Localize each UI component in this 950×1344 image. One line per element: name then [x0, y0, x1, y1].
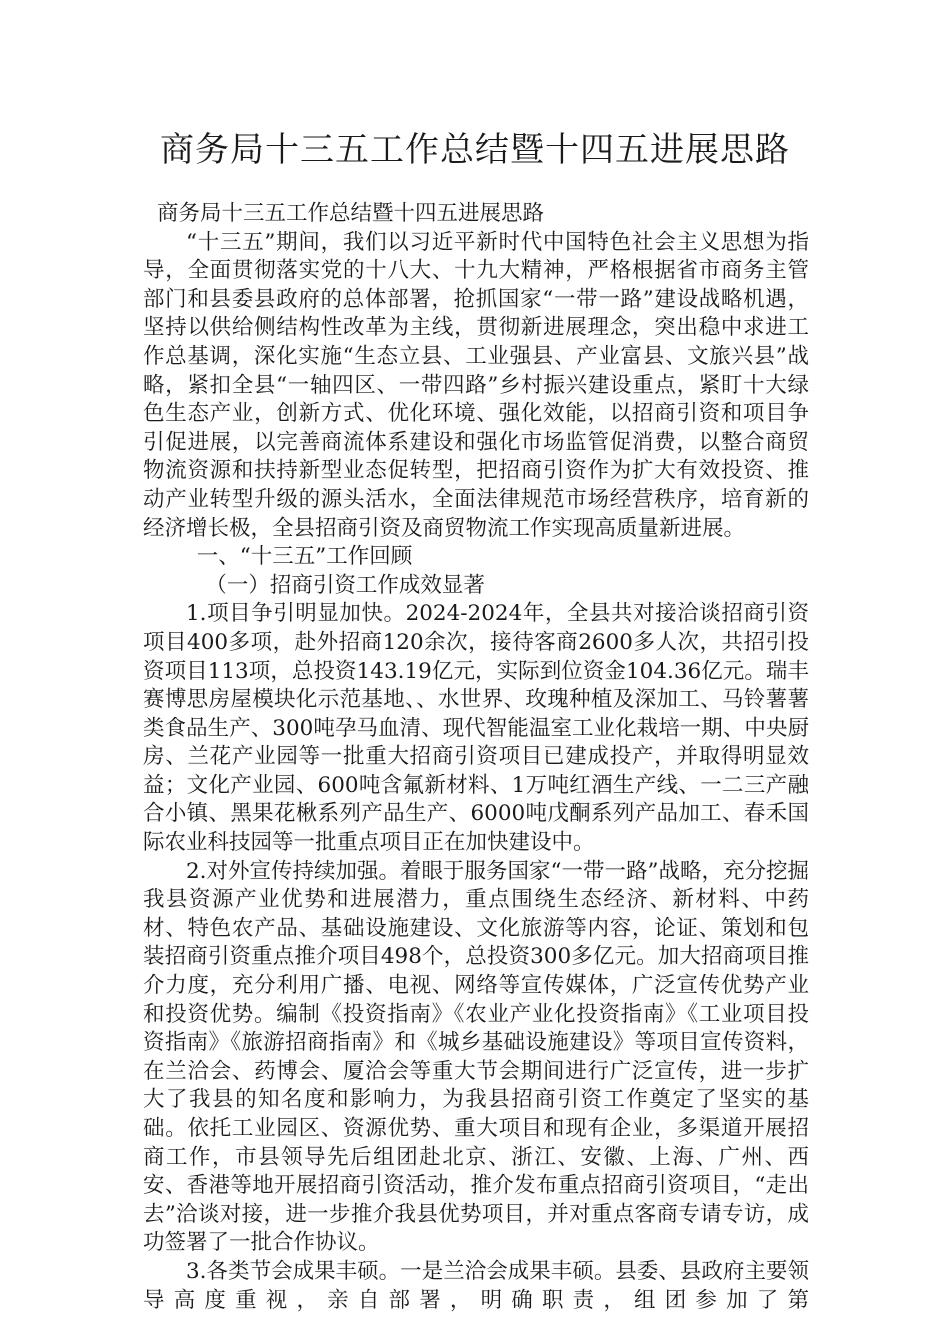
- item-paragraph-2: 2.对外宣传持续加强。着眼于服务国家“一带一路”战略，充分挖掘我县资源产业优势和进展潜力，重点围绕生态经济、新材料、中药材、特色农产品、基础设施建设、文化旅游等内容，论证、策划和包装招商引资重点推介项目498个，总投资300多亿元。加大招商项目推介力度，充分利用广播、电视、网络等宣传媒体，广泛宣传优势产业和投资优势。编制《投资指南》《农业产业化投资指南》《工业项目投资指南》《旅游招商指南》和《城乡基础设施建设》等项目宣传资料，在兰洽会、药博会、厦洽会等重大节会期间进行广泛宣传，进一步扩大了我县的知名度和影响力，为我县招商引资工作奠定了坚实的基础。依托工业园区、资源优势、重大项目和现有企业，多渠道开展招商工作，市县领导先后组团赴北京、浙江、安徽、上海、广州、西安、香港等地开展招商引资活动，推介发布重点招商引资项目，“走出去”洽谈对接，进一步推介我县优势项目，并对重点客商专请专访，成功签署了一批合作协议。: [143, 858, 809, 1256]
- document-subtitle: 商务局十三五工作总结暨十四五进展思路: [157, 201, 545, 226]
- item-paragraph-1: 1.项目争引明显加快。2024-2024年，全县共对接洽谈招商引资项目400多项，赴外招商120余次，接待客商2600多人次，共招引投资项目113项，总投资143.19亿元，实际到位资金104.36亿元。瑞丰赛博思房屋模块化示范基地、、水世界、玫瑰种植及深加工、马铃薯薯类食品生产、300吨孕马血清、现代智能温室工业化栽培一期、中央厨房、兰花产业园等一批重大招商引资项目已建成投产，并取得明显效益；文化产业园、600吨含氟新材料、1万吨红酒生产线、一二三产融合小镇、黑果花楸系列产品生产、6000吨戊酮系列产品加工、春禾国际农业科技园等一批重点项目正在加快建设中。: [143, 601, 809, 856]
- subsection-heading: （一）招商引资工作成效显著: [205, 572, 485, 598]
- item-paragraph-3: 3.各类节会成果丰硕。一是兰洽会成果丰硕。县委、县政府主要领导高度重视，亲自部署，明确职责，组团参加了第: [143, 1258, 809, 1313]
- document-body: [143, 200, 809, 1315]
- section-heading: 一、“十三五”工作回顾: [196, 544, 413, 570]
- intro-paragraph: “十三五”期间，我们以习近平新时代中国特色社会主义思想为指导，全面贯彻落实党的十八大、十九大精神，严格根据省市商务主管部门和县委县政府的总体部署，抢抓国家“一带一路”建设战略机遇，坚持以供给侧结构性改革为主线，贯彻新进展理念，突出稳中求进工作总基调，深化实施“生态立县、工业强县、产业富县、文旅兴县”战略，紧扣全县“一轴四区、一带四路”乡村振兴建设重点，紧盯十大绿色生态产业，创新方式、优化环境、强化效能，以招商引资和项目争引促进展，以完善商流体系建设和强化市场监管促消费，以整合商贸物流资源和扶持新型业态促转型，把招商引资作为扩大有效投资、推动产业转型升级的源头活水，全面法律规范市场经营秩序，培育新的经济增长极，全县招商引资及商贸物流工作实现高质量新进展。: [143, 229, 809, 541]
- document-title: 商务局十三五工作总结暨十四五进展思路: [160, 130, 790, 170]
